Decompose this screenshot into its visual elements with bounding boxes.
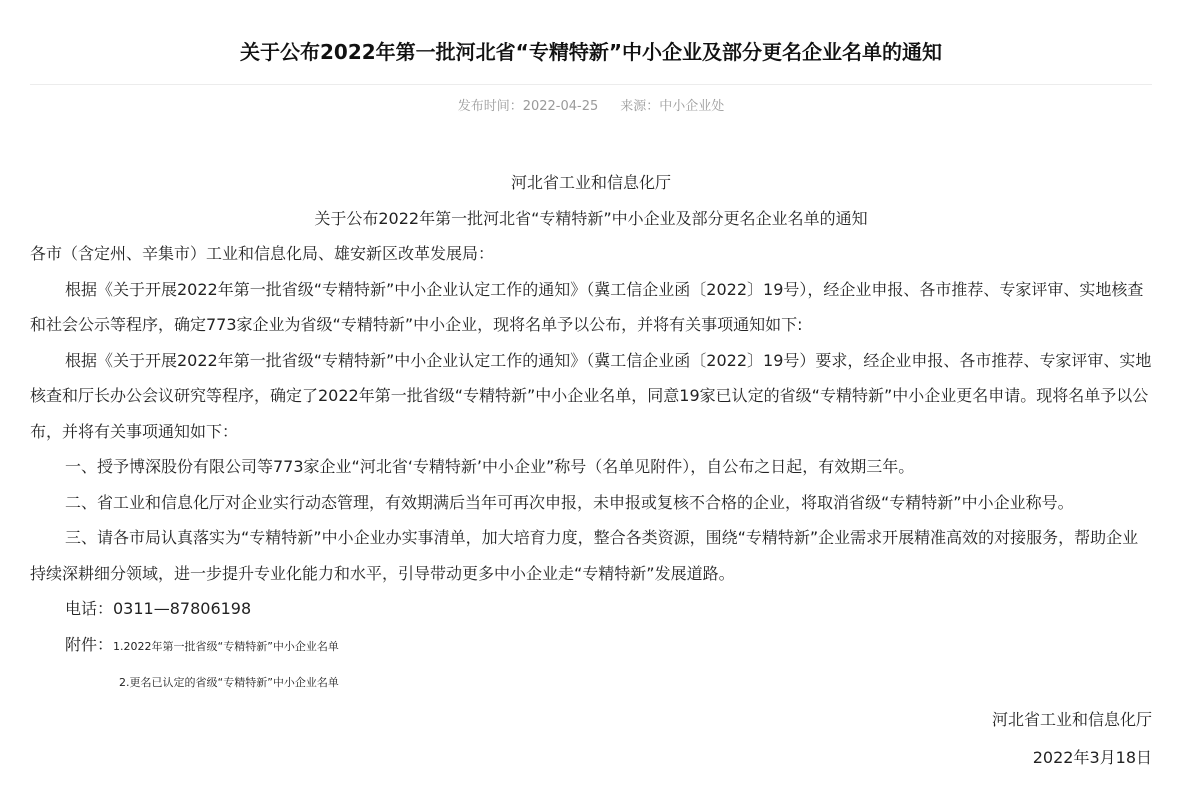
publish-date: 发布时间：2022-04-25 xyxy=(457,99,599,114)
notice-subtitle: 关于公布2022年第一批河北省“专精特新”中小企业及部分更名企业名单的通知 xyxy=(314,208,868,228)
signature-date: 2022年3月18日 xyxy=(1032,747,1152,767)
attachment-label: 附件： xyxy=(65,634,114,654)
article-meta xyxy=(30,97,1152,117)
title-divider xyxy=(30,84,1152,85)
salutation: 各市（含定州、辛集市）工业和信息化局、雄安新区改革发展局： xyxy=(30,244,495,263)
article-title: 关于公布2022年第一批河北省“专精特新”中小企业及部分更名企业名单的通知 xyxy=(240,40,942,64)
article xyxy=(30,0,1152,767)
contact-phone: 电话：0311—87806198 xyxy=(65,599,252,618)
paragraph: 根据《关于开展2022年第一批省级“专精特新”中小企业认定工作的通知》（冀工信企业函〔2022〕19号）要求，经企业申报、各市推荐、专家评审、实地核查和厅长办公会议研究等程序，确定了2022年第一批省级“专精特新”中小企业名单，同意19家已认定的省级“专精特新”中小企业更名申请。现将名单予以公布，并将有关事项通知如下： xyxy=(30,350,1152,441)
article-body xyxy=(30,165,1152,777)
article-source: 来源：中小企业处 xyxy=(620,99,725,114)
attachment-link[interactable]: 2.更名已认定的省级“专精特新”中小企业名单 xyxy=(119,675,339,689)
signature: 河北省工业和信息化厅 xyxy=(991,709,1152,729)
issuer-heading: 河北省工业和信息化厅 xyxy=(510,173,671,192)
attachment-link[interactable]: 1.2022年第一批省级“专精特新”中小企业名单 xyxy=(113,639,339,653)
paragraph: 一、授予博深股份有限公司等773家企业“河北省‘专精特新’中小企业”称号（名单见附件），自公布之日起，有效期三年。 xyxy=(65,457,915,476)
paragraph: 三、请各市局认真落实为“专精特新”中小企业办实事清单，加大培育力度，整合各类资源，围绕“专精特新”企业需求开展精准高效的对接服务，帮助企业持续深耕细分领域，进一步提升专业化能力和水平，引导带动更多中小企业走“专精特新”发展道路。 xyxy=(30,528,1139,583)
paragraph: 根据《关于开展2022年第一批省级“专精特新”中小企业认定工作的通知》（冀工信企业函〔2022〕19号），经企业申报、各市推荐、专家评审、实地核查和社会公示等程序，确定773家企业为省级“专精特新”中小企业，现将名单予以公布，并将有关事项通知如下: xyxy=(30,279,1144,334)
paragraph: 二、省工业和信息化厅对企业实行动态管理，有效期满后当年可再次申报，未申报或复核不合格的企业，将取消省级“专精特新”中小企业称号。 xyxy=(65,492,1074,512)
attachments xyxy=(65,627,1152,665)
